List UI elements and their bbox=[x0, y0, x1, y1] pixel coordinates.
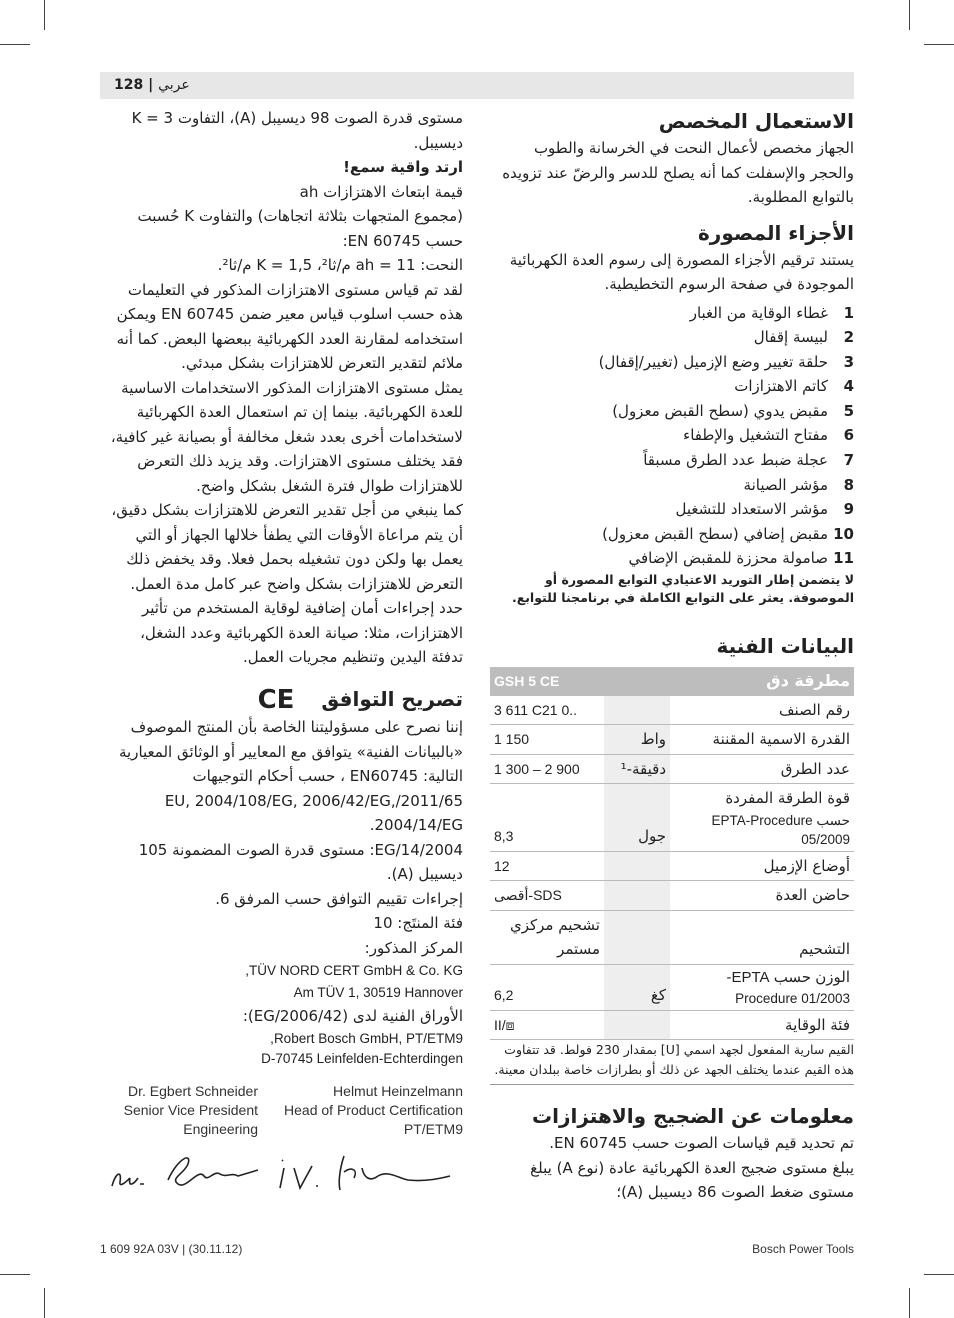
parts-intro: يستند ترقيم الأجزاء المصورة إلى رسوم العدة الكهربائية الموجودة في صفحة الرسوم التخطيطية. bbox=[509, 250, 854, 293]
noise-cont: مستوى قدرة الصوت 98 ديسيبل (A)، التفاوت K = 3 ديسيبل. bbox=[131, 109, 463, 152]
list-item: 9 مؤشر الاستعداد للتشغيل bbox=[675, 500, 854, 519]
crop-mark bbox=[909, 1288, 910, 1318]
table-row: حاضن العدة SDS-أقصى bbox=[490, 881, 854, 911]
noise-title: معلومات عن الضجيج والاهتزازات bbox=[532, 1104, 854, 1129]
page-number-label: 128 | عربي bbox=[114, 77, 190, 93]
vib-line-2: (مجموع المتجهات بثلاثة اتجاهات) والتفاوت K حُسبت حسب EN 60745: bbox=[137, 207, 463, 250]
list-item: 2 لبيسة إقفال bbox=[753, 328, 854, 347]
conf-4: فئة المنتَج: 10 bbox=[373, 914, 463, 932]
vib-para-1: لقد تم قياس مستوى الاهتزازات المذكور في التعليمات هذه حسب اسلوب قياس معير ضمن EN 60745 ويمكن استخدامه لمقارنة العدد الكهربائية ببعضها البعض. كما أنه ملائم لتقدير التعرض للاهتزازات بشكل مبدئي. bbox=[116, 280, 463, 372]
table-row: القدرة الاسمية المقننة واط 1 150 bbox=[490, 725, 854, 755]
table-row: فئة الوقاية II/⧈ bbox=[490, 1010, 854, 1040]
crop-mark bbox=[44, 1288, 45, 1318]
vib-para-2: يمثل مستوى الاهتزازات المذكور الاستخدامات الاساسية للعدة الكهربائية. بينما إن تم استعمال العدة الكهربائية لاستخدامات أخرى بعدد شغل مخالفة أو بصيانة غير كافية، فقد يختلف مستوى الاهتزازات. وقد يزيد ذلك التعرض للاهتزازات طوال فترة الشغل بشكل واضح. bbox=[110, 378, 463, 495]
table-row: عدد الطرق دقيقة-¹ 1 300 – 2 900 bbox=[490, 754, 854, 784]
list-item: 3 حلقة تغيير وضع الإزميل (تغيير/إقفال) bbox=[598, 352, 854, 371]
conf-8: الأوراق الفنية لدى (2006/42/EG): bbox=[242, 1007, 463, 1025]
crop-mark bbox=[0, 1274, 30, 1275]
conf-1: إننا نصرح على مسؤوليتنا الخاصة بأن المنتج الموصوف «بالبيانات الفنية» يتوافق مع المعايير أو الوثائق المعيارية التالية: EN60745 ، حسب أحكام التوجيهات 2011/65/EU, 2004/108/EG, 2006/42/EG, 2004/14/EG. bbox=[119, 718, 463, 834]
crop-mark bbox=[0, 44, 30, 45]
conf-10: D-70745 Leinfelden-Echterdingen bbox=[261, 1050, 463, 1066]
parts-title: الأجزاء المصورة bbox=[698, 220, 854, 245]
list-item: 1 غطاء الوقاية من الغبار bbox=[689, 303, 854, 322]
list-item: 8 مؤشر الصيانة bbox=[743, 475, 854, 494]
usage-title: الاستعمال المخصص bbox=[658, 109, 854, 133]
footer-left: 1 609 92A 03V | (30.11.12) bbox=[100, 1242, 243, 1256]
table-row: رقم الصنف 3 611 C21 0.. bbox=[490, 696, 854, 725]
conf-9: Robert Bosch GmbH, PT/ETM9, bbox=[270, 1030, 463, 1046]
conf-7: Am TÜV 1, 30519 Hannover bbox=[293, 985, 463, 1000]
list-item: 11 صامولة محززة للمقبض الإضافي bbox=[628, 549, 854, 568]
conformity-title: تصريح التوافق CE bbox=[257, 685, 463, 715]
conf-2: EG/14/2004: مستوى قدرة الصوت المضمونة 105 ديسيبل (A). bbox=[138, 840, 463, 883]
tech-table bbox=[490, 667, 854, 1040]
vib-para-3: كما ينبغي من أجل تقدير التعرض للاهتزازات بشكل دقيق، أن يتم مراعاة الأوقات التي يطفأ خلالها الجهاز أو التي يعمل بها ولكن دون تشغيله بحمل فعلا. وقد يخفض ذلك التعرض للاهتزازات بشكل واضح عبر كامل مدة العمل. bbox=[111, 501, 463, 593]
list-item: 5 مقبض يدوي (سطح القبض معزول) bbox=[612, 401, 854, 420]
conf-3: إجراءات تقييم التوافق حسب المرفق 6. bbox=[215, 889, 463, 908]
noise-text-2: يبلغ مستوى ضجيج العدة الكهربائية عادة (نوع A) يبلغ مستوى ضغط الصوت 86 ديسيبل (A)؛ bbox=[530, 1158, 854, 1202]
signatory-right: Helmut Heinzelmann Head of Product Certification PT/ETM9 bbox=[284, 1083, 463, 1137]
usage-text: الجهاز مخصص لأعمال النحت في الخرسانة والطوب والحجر والإسفلت كما أنه يصلح للدسر والرضّ عند تزويده بالتوابع المطلوبة. bbox=[502, 139, 854, 206]
footer-right: Bosch Power Tools bbox=[752, 1242, 854, 1256]
right-column bbox=[490, 106, 854, 1205]
conf-5: المركز المذكور: bbox=[364, 938, 463, 957]
vib-line-1: قيمة ابتعاث الاهتزازات ah bbox=[299, 182, 463, 201]
vib-line-3: النحت: ah = 11 م/ثا²، K = 1,5 م/ثا². bbox=[217, 256, 463, 274]
table-row: قوة الطرقة المفردة حسب EPTA-Procedure 05/2009 جول 8,3 bbox=[490, 784, 854, 852]
list-item: 7 عجلة ضبط عدد الطرق مسبقاً bbox=[643, 451, 854, 470]
vib-para-4: حدد إجراءات أمان إضافية لوقاية المستخدم من تأثير الاهتزازات، مثلا: صيانة العدة الكهربائية وعدد الشغل، تدفئة اليدين وتنظيم مجريات العمل. bbox=[140, 599, 463, 666]
table-row: الوزن حسب EPTA- Procedure 01/2003 كغ 6,2 bbox=[490, 964, 854, 1010]
crop-mark bbox=[924, 1274, 954, 1275]
table-note: القيم سارية المفعول لجهد اسمي [U] بمقدار 230 فولط. قد تتفاوت هذه القيم عندما يختلف الجهد عن ذلك أو بطرازات خاصة ببلدان معينة. bbox=[490, 1040, 854, 1085]
crop-mark bbox=[909, 0, 910, 30]
list-item: 4 كاتم الاهتزازات bbox=[734, 377, 854, 396]
table-row: أوضاع الإزميل 12 bbox=[490, 851, 854, 881]
page-number: 128 bbox=[114, 77, 144, 93]
list-item: 10 مقبض إضافي (سطح القبض معزول) bbox=[602, 524, 854, 543]
crop-mark bbox=[924, 44, 954, 45]
tech-title: البيانات الفنية bbox=[716, 634, 854, 659]
parts-note: لا يتضمن إطار التوريد الاعتيادي التوابع المصورة أو الموصوفة. يعثر على التوابع الكاملة في برنامجنا للتوابع. bbox=[511, 572, 854, 606]
ce-mark-icon: CE bbox=[257, 685, 295, 715]
left-column bbox=[108, 106, 463, 1069]
conf-6: TÜV NORD CERT GmbH & Co. KG, bbox=[245, 963, 463, 978]
table-header-row: مطرقة دق GSH 5 CE bbox=[490, 667, 854, 696]
hearing-warning: ارتد واقية سمع! bbox=[343, 158, 463, 176]
crop-mark bbox=[44, 0, 45, 30]
signature-icon bbox=[108, 1148, 463, 1196]
parts-list bbox=[490, 301, 854, 572]
noise-text-1: تم تحديد قيم قياسات الصوت حسب EN 60745. bbox=[549, 1134, 854, 1153]
list-item: 6 مفتاح التشغيل والإطفاء bbox=[683, 426, 854, 445]
signatory-left: Dr. Egbert Schneider Senior Vice President Engineering bbox=[123, 1083, 258, 1137]
language-label: عربي bbox=[158, 77, 190, 93]
table-row: التشحيم تشحيم مركزي مستمر bbox=[490, 910, 854, 964]
page-header bbox=[100, 72, 854, 99]
